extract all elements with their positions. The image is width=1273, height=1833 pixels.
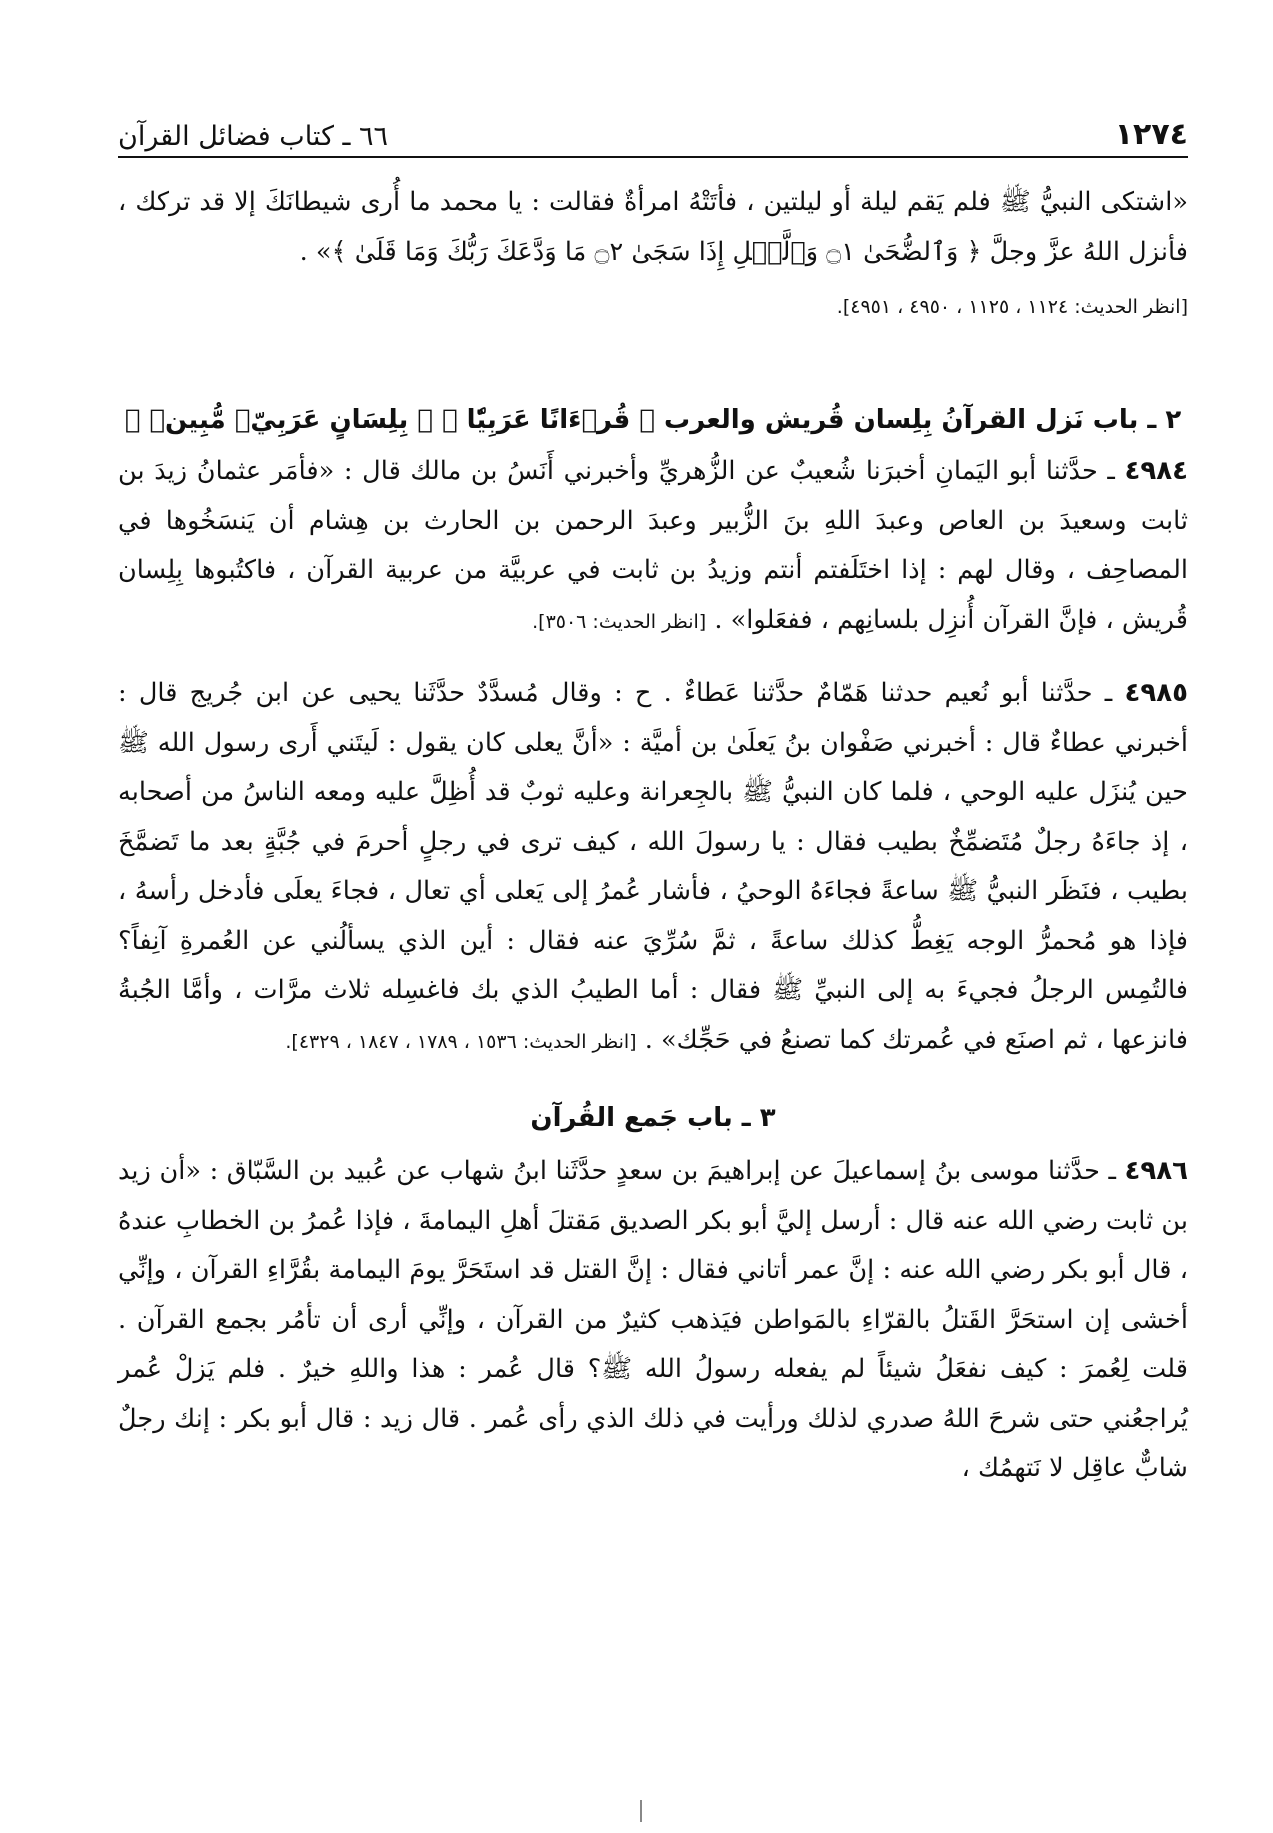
book-title: ٦٦ ـ كتاب فضائل القرآن [118, 121, 389, 152]
page-number: ١٢٧٤ [1114, 117, 1188, 152]
intro-text: «اشتكى النبيُّ ﷺ فلم يَقم ليلة أو ليلتين ، فأتَتْهُ امرأةٌ فقالت : يا محمد ما أُرى شيطانَكَ إلا قد تركك ، فأنزل اللهُ عزَّ وجلَّ ﴿ وَٱلضُّحَىٰ ۝١ وَٱلَّيۡلِ إِذَا سَجَىٰ ۝٢ مَا وَدَّعَكَ رَبُّكَ وَمَا قَلَىٰ ﴾» . [118, 187, 1189, 267]
chapter-2-heading: ٢ ـ باب نَزل القرآنُ بِلِسان قُريش والعرب ﴿ قُرۡءَانًا عَرَبِيّٗا ﴾ ﴿ بِلِسَانٍ عَرَبِيّٖ مُّبِينٖ ﴾ [124, 405, 1182, 435]
hadith-4984 [118, 447, 1188, 647]
intro-reference: [انظر الحديث: ١١٢٤ ، ١١٢٥ ، ٤٩٥٠ ، ٤٩٥١]. [836, 296, 1188, 318]
hadith-number: ٤٩٨٤ [1124, 456, 1188, 486]
page-header [118, 104, 1188, 158]
scan-mark [640, 1800, 642, 1822]
chapter-3-heading: ٣ ـ باب جَمع القُرآن [530, 1103, 776, 1133]
hadith-number: ٤٩٨٥ [1124, 678, 1188, 708]
hadith-reference: [انظر الحديث: ٣٥٠٦]. [532, 610, 707, 633]
hadith-4986 [118, 1147, 1188, 1494]
hadith-4985 [118, 669, 1188, 1067]
hadith-text: ـ حدَّثنا أبو نُعيم حدثنا هَمّامٌ حدَّثنا عَطاءٌ . ح : وقال مُسدَّدٌ حدَّثَنا يحيى عن ابن جُريج قال : أخبرني عطاءٌ قال : أخبرني صَفْوان بنُ يَعلَىٰ بن أميَّة : «أنَّ يعلى كان يقول : لَيتَني أَرى رسول الله ﷺ حين يُنزَل عليه الوحي ، فلما كان النبيُّ ﷺ بالجِعرانة وعليه ثوبٌ قد أُظِلَّ عليه ومعه الناسُ من أصحابه ، إذ جاءَهُ رجلٌ مُتَضمِّخٌ بطيب فقال : يا رسولَ الله ، كيف ترى في رجلٍ أحرمَ في جُبَّةٍ بعد ما تَضمَّخَ بطيب ، فنَظَر النبيُّ ﷺ ساعةً فجاءَهُ الوحيُ ، فأشار عُمرُ إلى يَعلى أي تعال ، فجاءَ يعلَى فأدخل رأسهُ ، فإذا هو مُحمرُّ الوجه يَغِطُّ كذلك ساعةً ، ثمَّ سُرِّيَ عنه فقال : أين الذي يسألُني عن العُمرةِ آنِفاً؟ فالتُمِس الرجلُ فجيءَ به إلى النبيِّ ﷺ فقال : أما الطيبُ الذي بك فاغسِله ثلاث مرَّات ، وأمَّا الجُبةُ فانزعها ، ثم اصنَع في عُمرتك كما تصنعُ في حَجِّك» . [118, 678, 1188, 1055]
hadith-reference: [انظر الحديث: ١٥٣٦ ، ١٧٨٩ ، ١٨٤٧ ، ٤٣٢٩]. [285, 1030, 637, 1053]
intro-paragraph [118, 178, 1188, 277]
hadith-text: ـ حدَّثنا أبو اليَمانِ أخبرَنا شُعيبٌ عن الزُّهريِّ وأخبرني أَنَسُ بن مالك قال : «فأمَر عثمانُ زيدَ بن ثابت وسعيدَ بن العاص وعبدَ اللهِ بنَ الزُّبير وعبدَ الرحمن بن الحارث بن هِشام أن يَنسَخُوها في المصاحِف ، وقال لهم : إذا اختَلَفتم أنتم وزيدُ بن ثابت في عربيَّة من عربية القرآن ، فاكتُبوها بِلِسان قُريش ، فإنَّ القرآن أُنزِل بلسانِهم ، ففعَلوا» . [118, 456, 1188, 635]
page-body [118, 178, 1188, 1494]
hadith-number: ٤٩٨٦ [1124, 1156, 1188, 1186]
hadith-text: ـ حدَّثنا موسى بنُ إسماعيلَ عن إبراهيمَ بن سعدٍ حدَّثَنا ابنُ شهاب عن عُبيد بن السَّبّاق : «أن زيد بن ثابت رضي الله عنه قال : أرسل إليَّ أبو بكر الصديق مَقتلَ أهلِ اليمامةَ ، فإذا عُمرُ بن الخطابِ عندهُ ، قال أبو بكر رضي الله عنه : إنَّ عمر أتاني فقال : إنَّ القتل قد استَحَرَّ يومَ اليمامة بقُرَّاءِ القرآن ، وإنِّي أخشى إن استحَرَّ القَتلُ بالقرّاءِ بالمَواطن فيَذهب كثيرٌ من القرآن ، وإنِّي أرى أن تأمُر بجمع القرآن . قلت لِعُمرَ : كيف نفعَلُ شيئاً لم يفعله رسولُ الله ﷺ؟ قال عُمر : هذا واللهِ خيرٌ . فلم يَزلْ عُمر يُراجعُني حتى شرحَ اللهُ صدري لذلك ورأيت في ذلك الذي رأى عُمر . قال زيد : قال أبو بكر : إنك رجلٌ شابٌّ عاقِل لا نَتهمُك ، [118, 1156, 1188, 1483]
